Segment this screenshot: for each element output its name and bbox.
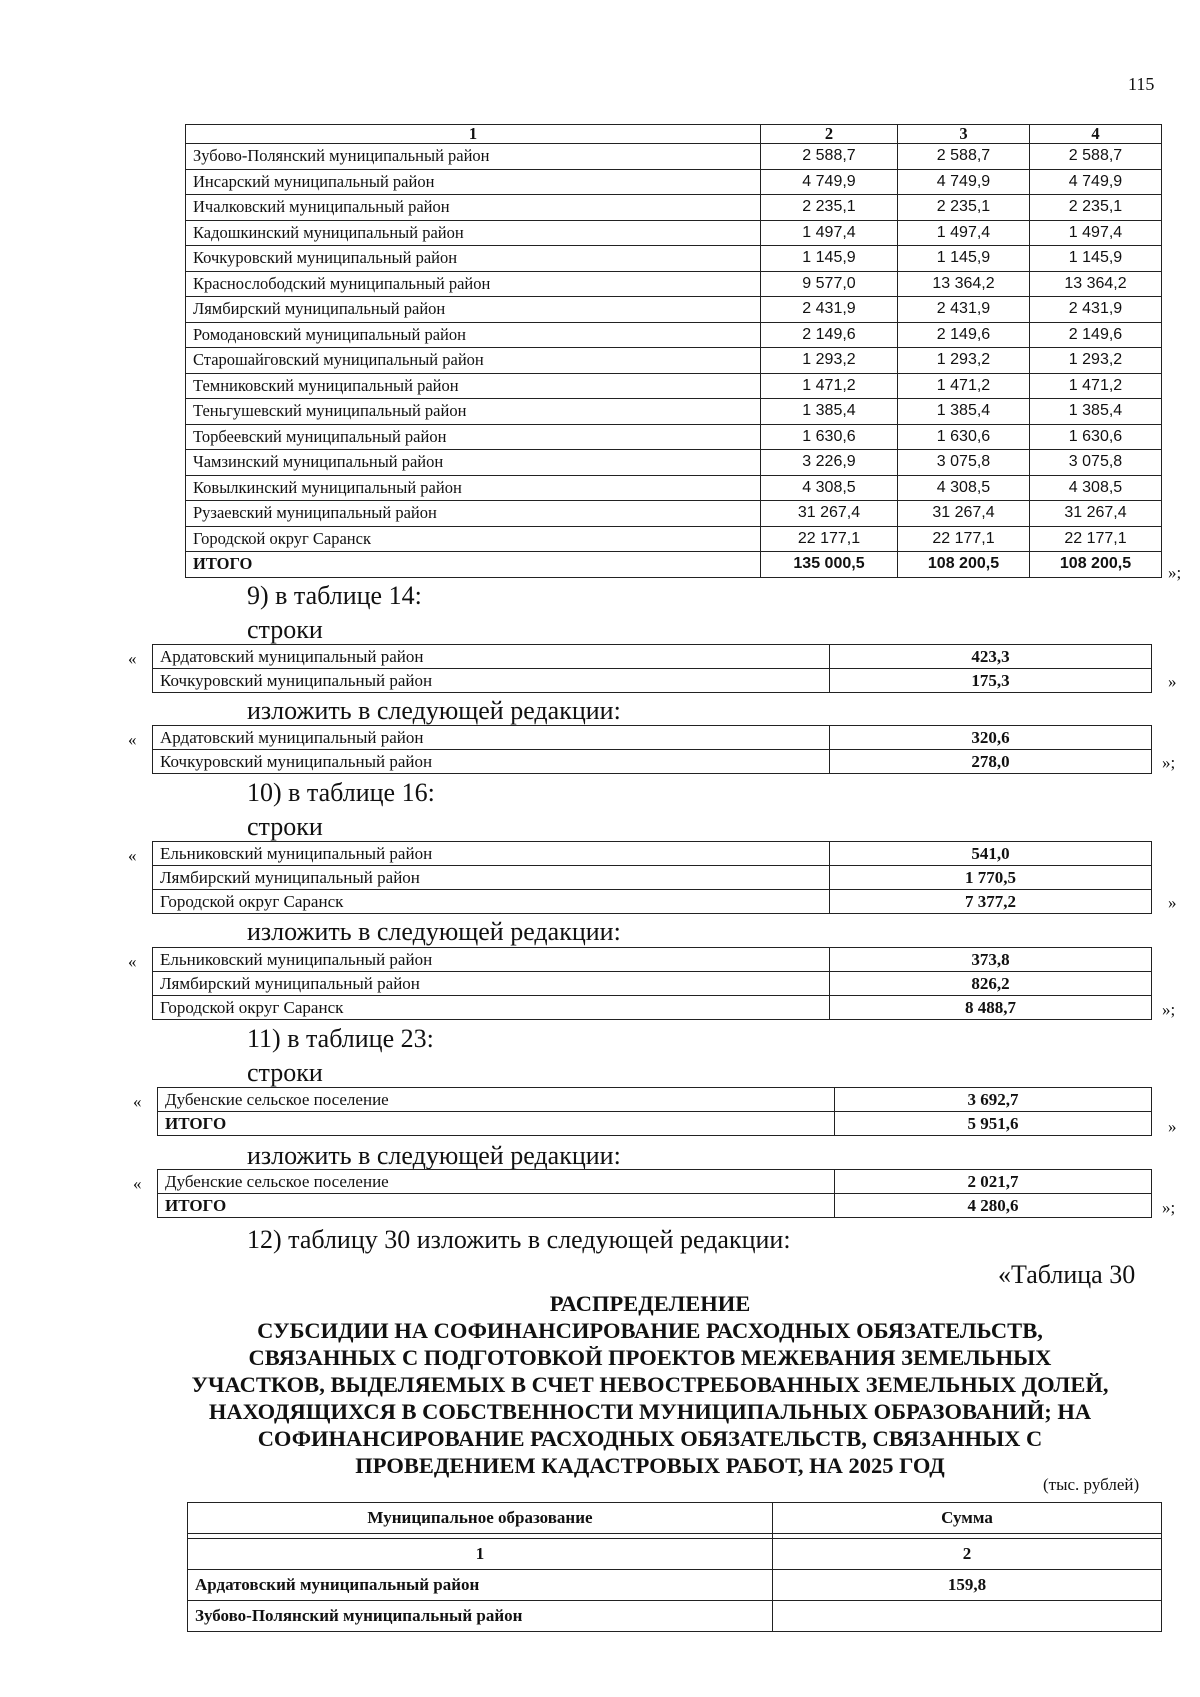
municipality-name: Ардатовский муниципальный район	[153, 645, 830, 669]
title-line: УЧАСТКОВ, ВЫДЕЛЯЕМЫХ В СЧЕТ НЕВОСТРЕБОВАННЫХ ЗЕМЕЛЬНЫХ ДОЛЕЙ,	[191, 1372, 1109, 1397]
amount-cell: 1 385,4	[1030, 399, 1162, 425]
municipality-name: Теньгушевский муниципальный район	[186, 399, 761, 425]
amount-cell: 1 293,2	[761, 348, 898, 374]
units-label: (тыс. рублей)	[1043, 1475, 1140, 1494]
amount-cell: 1 145,9	[1030, 246, 1162, 272]
table-row	[153, 750, 1152, 774]
table-row	[186, 297, 1162, 323]
total-label: ИТОГО	[186, 552, 761, 578]
amount-cell: 1 630,6	[898, 424, 1030, 450]
open-quote: «	[128, 846, 137, 865]
table-row	[153, 972, 1152, 996]
amount-cell: 3 692,7	[835, 1088, 1152, 1112]
new-edition-label: изложить в следующей редакции:	[247, 696, 621, 725]
municipality-name: Ичалковский муниципальный район	[186, 195, 761, 221]
amount-cell: 3 075,8	[1030, 450, 1162, 476]
table-row	[153, 996, 1152, 1020]
table-row	[186, 348, 1162, 374]
close-quote: »;	[1168, 563, 1182, 582]
col-header-municipality: Муниципальное образование	[188, 1503, 773, 1534]
rows-label: строки	[247, 812, 323, 841]
amount-cell: 1 497,4	[1030, 220, 1162, 246]
amount-cell: 9 577,0	[761, 271, 898, 297]
title-line: НАХОДЯЩИХСЯ В СОБСТВЕННОСТИ МУНИЦИПАЛЬНЫХ ОБРАЗОВАНИЙ; НА	[208, 1399, 1092, 1424]
amount-cell: 2 431,9	[898, 297, 1030, 323]
amount-cell: 22 177,1	[761, 526, 898, 552]
table-row	[153, 645, 1152, 669]
municipality-name: Зубово-Полянский муниципальный район	[188, 1601, 773, 1632]
amount-cell: 2 431,9	[1030, 297, 1162, 323]
municipality-name: Рузаевский муниципальный район	[186, 501, 761, 527]
col-header: 3	[898, 125, 1030, 144]
amount-cell: 1 145,9	[761, 246, 898, 272]
table-row	[158, 1170, 1152, 1194]
open-quote: «	[128, 730, 137, 749]
amount-cell: 22 177,1	[1030, 526, 1162, 552]
table-row	[153, 842, 1152, 866]
table-row	[186, 220, 1162, 246]
amount-cell: 22 177,1	[898, 526, 1030, 552]
amount-cell: 4 308,5	[1030, 475, 1162, 501]
close-quote: »	[1168, 672, 1177, 691]
amount-cell: 1 770,5	[830, 866, 1152, 890]
amount-cell: 3 226,9	[761, 450, 898, 476]
amount-cell: 2 149,6	[1030, 322, 1162, 348]
item-11-heading: 11) в таблице 23:	[247, 1024, 434, 1053]
table-row	[188, 1570, 1162, 1601]
amount-cell: 7 377,2	[830, 890, 1152, 914]
page-number: 115	[1128, 74, 1155, 94]
item-10-heading: 10) в таблице 16:	[247, 778, 435, 807]
close-quote: »	[1168, 893, 1177, 912]
sum-value	[773, 1601, 1162, 1632]
open-quote: «	[133, 1092, 142, 1111]
table-row	[186, 399, 1162, 425]
amount-cell: 4 308,5	[761, 475, 898, 501]
amount-cell: 1 471,2	[1030, 373, 1162, 399]
municipality-name: Ромодановский муниципальный район	[186, 322, 761, 348]
rows-label: строки	[247, 1058, 323, 1087]
municipality-name: Зубово-Полянский муниципальный район	[186, 144, 761, 170]
municipality-name: Дубенские сельское поселение	[158, 1088, 835, 1112]
open-quote: «	[133, 1174, 142, 1193]
municipality-name: Дубенские сельское поселение	[158, 1170, 835, 1194]
table-row	[186, 169, 1162, 195]
amount-cell: 2 588,7	[1030, 144, 1162, 170]
municipality-name: Кадошкинский муниципальный район	[186, 220, 761, 246]
col-header: 1	[186, 125, 761, 144]
table-row	[186, 271, 1162, 297]
municipality-name: Ардатовский муниципальный район	[188, 1570, 773, 1601]
amount-cell: 8 488,7	[830, 996, 1152, 1020]
col-number: 2	[773, 1539, 1162, 1570]
amount-cell: 4 749,9	[1030, 169, 1162, 195]
municipality-name: Ельниковский муниципальный район	[153, 948, 830, 972]
amount-cell: 4 308,5	[898, 475, 1030, 501]
municipality-name: Городской округ Саранск	[186, 526, 761, 552]
amount-cell: 1 630,6	[761, 424, 898, 450]
total-value: 108 200,5	[898, 552, 1030, 578]
amount-cell: 1 145,9	[898, 246, 1030, 272]
rows-label: строки	[247, 615, 323, 644]
municipality-name: Ельниковский муниципальный район	[153, 842, 830, 866]
amount-cell: 826,2	[830, 972, 1152, 996]
table30-number-row	[188, 1539, 1162, 1570]
table23-new-rows	[157, 1169, 1152, 1218]
title-line: ПРОВЕДЕНИЕМ КАДАСТРОВЫХ РАБОТ, НА 2025 ГОД	[355, 1453, 945, 1478]
close-quote: »;	[1162, 753, 1176, 772]
municipality-name: Городской округ Саранск	[153, 996, 830, 1020]
table30	[187, 1502, 1162, 1632]
municipality-name: Краснослободский муниципальный район	[186, 271, 761, 297]
table-row	[153, 726, 1152, 750]
amount-cell: 31 267,4	[898, 501, 1030, 527]
table23-old-rows	[157, 1087, 1152, 1136]
close-quote: »	[1168, 1117, 1177, 1136]
table-row	[186, 144, 1162, 170]
municipality-name: Ардатовский муниципальный район	[153, 726, 830, 750]
title-line: СУБСИДИИ НА СОФИНАНСИРОВАНИЕ РАСХОДНЫХ ОБЯЗАТЕЛЬСТВ,	[257, 1318, 1043, 1343]
table-row	[186, 475, 1162, 501]
amount-cell: 3 075,8	[898, 450, 1030, 476]
table-row	[186, 450, 1162, 476]
municipality-name: Темниковский муниципальный район	[186, 373, 761, 399]
municipality-name: Старошайговский муниципальный район	[186, 348, 761, 374]
municipality-name: Ковылкинский муниципальный район	[186, 475, 761, 501]
total-value: 135 000,5	[761, 552, 898, 578]
municipality-name: ИТОГО	[158, 1112, 835, 1136]
amount-cell: 320,6	[830, 726, 1152, 750]
amount-cell: 2 431,9	[761, 297, 898, 323]
amount-cell: 2 588,7	[898, 144, 1030, 170]
amount-cell: 541,0	[830, 842, 1152, 866]
amount-cell: 2 149,6	[761, 322, 898, 348]
close-quote: »;	[1162, 1198, 1176, 1217]
amount-cell: 13 364,2	[1030, 271, 1162, 297]
table30-label: «Таблица 30	[998, 1260, 1136, 1289]
amount-cell: 4 749,9	[898, 169, 1030, 195]
amount-cell: 1 471,2	[761, 373, 898, 399]
amount-cell: 423,3	[830, 645, 1152, 669]
table-row	[186, 424, 1162, 450]
table30-title	[130, 1290, 1170, 1479]
sum-value: 159,8	[773, 1570, 1162, 1601]
open-quote: «	[128, 649, 137, 668]
table-row	[153, 866, 1152, 890]
new-edition-label: изложить в следующей редакции:	[247, 1141, 621, 1170]
table-row	[186, 195, 1162, 221]
table14-new-rows	[152, 725, 1152, 774]
municipality-name: Лямбирский муниципальный район	[186, 297, 761, 323]
amount-cell: 4 749,9	[761, 169, 898, 195]
table-row	[158, 1088, 1152, 1112]
allocation-table	[185, 124, 1162, 578]
col-header-sum: Сумма	[773, 1503, 1162, 1534]
amount-cell: 1 385,4	[761, 399, 898, 425]
table-row	[153, 890, 1152, 914]
amount-cell: 5 951,6	[835, 1112, 1152, 1136]
item-12-heading: 12) таблицу 30 изложить в следующей редакции:	[247, 1225, 791, 1254]
amount-cell: 278,0	[830, 750, 1152, 774]
municipality-name: Лямбирский муниципальный район	[153, 866, 830, 890]
table-row	[186, 501, 1162, 527]
table-row	[158, 1112, 1152, 1136]
table-row	[186, 322, 1162, 348]
amount-cell: 1 630,6	[1030, 424, 1162, 450]
municipality-name: Торбеевский муниципальный район	[186, 424, 761, 450]
amount-cell: 1 385,4	[898, 399, 1030, 425]
municipality-name: Чамзинский муниципальный район	[186, 450, 761, 476]
amount-cell: 1 293,2	[1030, 348, 1162, 374]
table-total-row	[186, 552, 1162, 578]
new-edition-label: изложить в следующей редакции:	[247, 917, 621, 946]
col-header: 2	[761, 125, 898, 144]
table-row	[186, 373, 1162, 399]
municipality-name: Кочкуровский муниципальный район	[153, 750, 830, 774]
amount-cell: 4 280,6	[835, 1194, 1152, 1218]
open-quote: «	[128, 952, 137, 971]
amount-cell: 31 267,4	[761, 501, 898, 527]
table14-old-rows	[152, 644, 1152, 693]
table-row	[188, 1601, 1162, 1632]
table-row	[153, 669, 1152, 693]
municipality-name: ИТОГО	[158, 1194, 835, 1218]
item-9-heading: 9) в таблице 14:	[247, 581, 422, 610]
amount-cell: 1 497,4	[898, 220, 1030, 246]
title-line: РАСПРЕДЕЛЕНИЕ	[549, 1291, 751, 1316]
municipality-name: Инсарский муниципальный район	[186, 169, 761, 195]
amount-cell: 373,8	[830, 948, 1152, 972]
municipality-name: Лямбирский муниципальный район	[153, 972, 830, 996]
table-header-row	[186, 125, 1162, 144]
table-row	[186, 246, 1162, 272]
amount-cell: 175,3	[830, 669, 1152, 693]
close-quote: »;	[1162, 1000, 1176, 1019]
municipality-name: Городской округ Саранск	[153, 890, 830, 914]
amount-cell: 2 235,1	[1030, 195, 1162, 221]
amount-cell: 2 588,7	[761, 144, 898, 170]
municipality-name: Кочкуровский муниципальный район	[186, 246, 761, 272]
amount-cell: 2 235,1	[761, 195, 898, 221]
amount-cell: 2 235,1	[898, 195, 1030, 221]
table30-header-row	[188, 1503, 1162, 1534]
amount-cell: 1 497,4	[761, 220, 898, 246]
amount-cell: 2 021,7	[835, 1170, 1152, 1194]
col-number: 1	[188, 1539, 773, 1570]
title-line: СВЯЗАННЫХ С ПОДГОТОВКОЙ ПРОЕКТОВ МЕЖЕВАНИЯ ЗЕМЕЛЬНЫХ	[248, 1345, 1052, 1370]
municipality-name: Кочкуровский муниципальный район	[153, 669, 830, 693]
col-header: 4	[1030, 125, 1162, 144]
table16-new-rows	[152, 947, 1152, 1020]
amount-cell: 1 471,2	[898, 373, 1030, 399]
total-value: 108 200,5	[1030, 552, 1162, 578]
amount-cell: 1 293,2	[898, 348, 1030, 374]
title-line: СОФИНАНСИРОВАНИЕ РАСХОДНЫХ ОБЯЗАТЕЛЬСТВ, СВЯЗАННЫХ С	[257, 1426, 1043, 1451]
table16-old-rows	[152, 841, 1152, 914]
table-row	[153, 948, 1152, 972]
table-row	[186, 526, 1162, 552]
amount-cell: 2 149,6	[898, 322, 1030, 348]
amount-cell: 13 364,2	[898, 271, 1030, 297]
amount-cell: 31 267,4	[1030, 501, 1162, 527]
table-row	[158, 1194, 1152, 1218]
